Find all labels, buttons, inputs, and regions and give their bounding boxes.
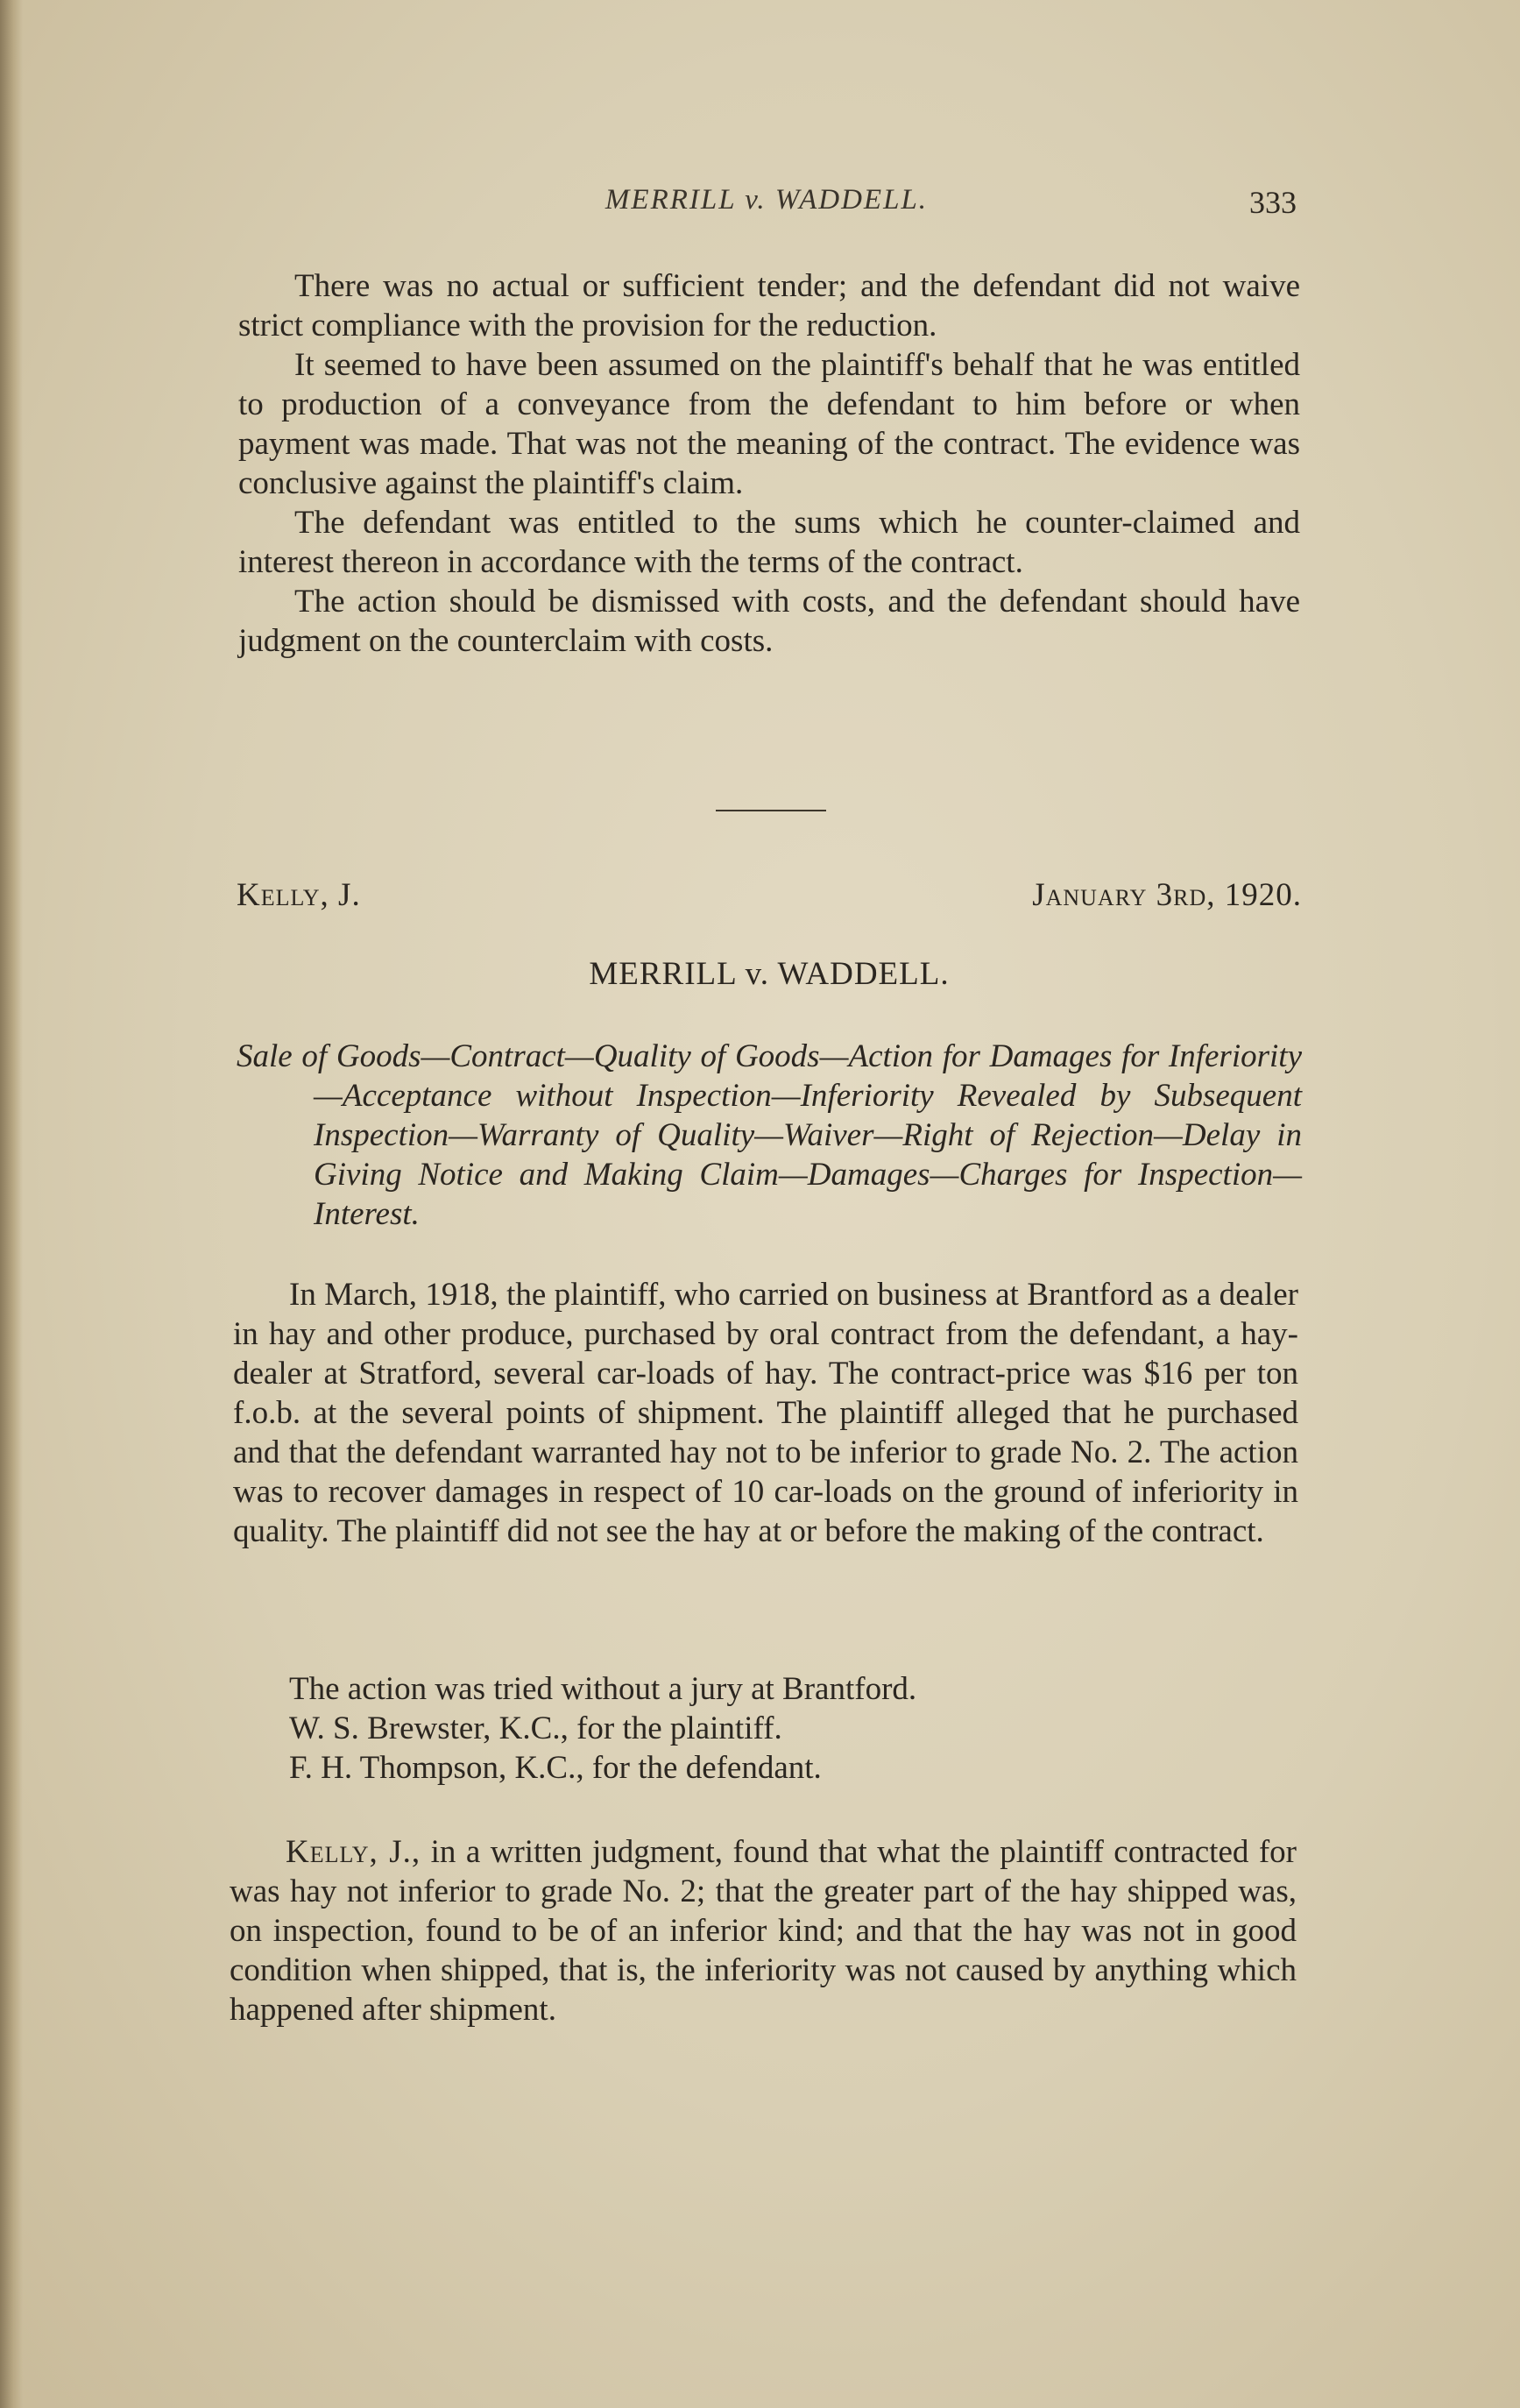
paragraph: The defendant was entitled to the sums which he counter-claimed and interest thereon in accordance with the terms of the contract. bbox=[238, 505, 1300, 580]
judge-date-line bbox=[237, 876, 1302, 920]
counsel-plaintiff: W. S. Brewster, K.C., for the plaintiff. bbox=[289, 1710, 782, 1746]
case-facts bbox=[233, 1275, 1298, 1551]
judgment-text bbox=[230, 1832, 1297, 2029]
paragraph: It seemed to have been assumed on the plaintiff's behalf that he was entitled to production of a conveyance from the defendant to him before or when payment was made. That was not the meaning of the contract. The evidence was conclusive against the plaintiff's claim. bbox=[238, 347, 1300, 501]
judgment-judge: Kelly, J., bbox=[286, 1834, 421, 1870]
book-spine-shadow bbox=[0, 0, 23, 2408]
counsel-defendant: F. H. Thompson, K.C., for the defendant. bbox=[289, 1750, 822, 1786]
paragraph: The action should be dismissed with costs, and the defendant should have judgment on the counterclaim with costs. bbox=[238, 584, 1300, 659]
paragraph bbox=[230, 1832, 1297, 2029]
trial-details bbox=[233, 1669, 1298, 1788]
paragraph: There was no actual or sufficient tender; and the defendant did not waive strict compliance with the provision for the reduction. bbox=[238, 268, 1300, 343]
running-title: MERRILL v. WADDELL. bbox=[604, 184, 929, 216]
judge-name: Kelly, J. bbox=[237, 877, 361, 913]
previous-case-conclusion bbox=[238, 266, 1300, 661]
page-number: 333 bbox=[1249, 185, 1297, 220]
paragraph: In March, 1918, the plaintiff, who carried on business at Brantford as a dealer in hay and other produce, purchased by oral contract from the defendant, a hay-dealer at Stratford, several car-loads of hay. The contract-price was $16 per ton f.o.b. at the several points of shipment. The plaintiff alleged that he purchased and that the defendant warranted hay not to be inferior to grade No. 2. The action was to recover damages in respect of 10 car-loads on the ground of inferiority in quality. The plaintiff did not see the hay at or before the making of the contract. bbox=[233, 1277, 1298, 1549]
section-divider bbox=[716, 810, 826, 811]
trial-line: The action was tried without a jury at Brantford. bbox=[289, 1671, 917, 1707]
page-header bbox=[237, 184, 1297, 228]
headnote: Sale of Goods—Contract—Quality of Goods—Action for Damages for Inferiority—Acceptance without Inspection—Inferiority Revealed by Subsequent Inspection—Warranty of Quality—Waiver—Right of Rejection—Delay in Giving Notice and Making Claim—Damages—Charges for Inspection—Interest. bbox=[237, 1038, 1302, 1232]
case-title: MERRILL v. WADDELL. bbox=[589, 956, 950, 992]
judgment-date: January 3rd, 1920. bbox=[1032, 877, 1302, 913]
judgment-body: in a written judgment, found that what the plaintiff contracted for was hay not inferior to grade No. 2; that the greater part of the hay shipped was, on inspection, found to be of an inferior kind; and that the hay was not in good condition when shipped, that is, the inferiority was not caused by anything which happened after shipment. bbox=[230, 1834, 1297, 2028]
